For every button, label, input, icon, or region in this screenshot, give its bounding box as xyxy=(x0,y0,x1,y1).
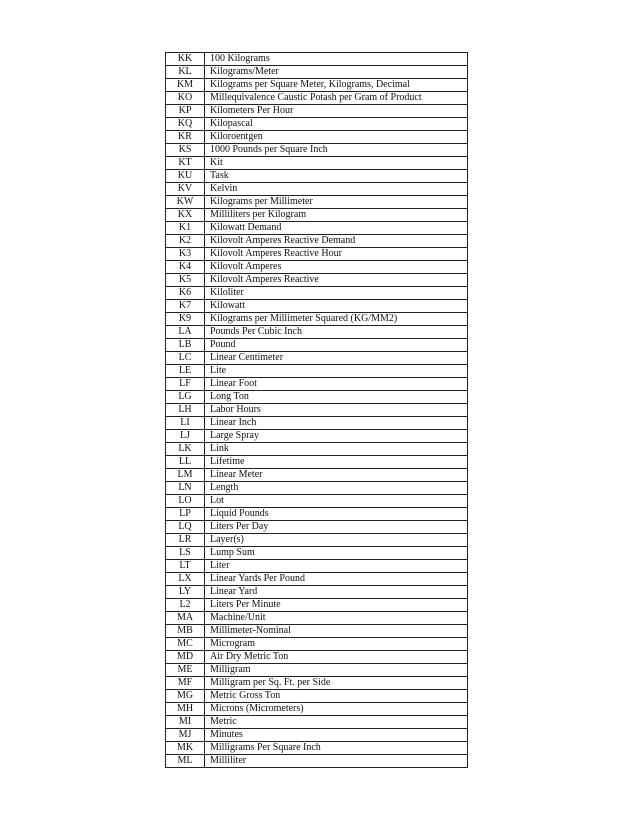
table-row xyxy=(166,521,468,534)
table-row xyxy=(166,92,468,105)
table-row xyxy=(166,456,468,469)
table-row xyxy=(166,495,468,508)
unit-description-cell: Kelvin xyxy=(205,183,468,196)
unit-code-cell: KS xyxy=(166,144,205,157)
table-row xyxy=(166,404,468,417)
table-row xyxy=(166,482,468,495)
table-row xyxy=(166,248,468,261)
table-row xyxy=(166,222,468,235)
unit-code-cell: LA xyxy=(166,326,205,339)
unit-description-cell: Kilovolt Amperes Reactive xyxy=(205,274,468,287)
unit-description-cell: Kilograms per Millimeter xyxy=(205,196,468,209)
unit-code-cell: LL xyxy=(166,456,205,469)
unit-description-cell: Linear Inch xyxy=(205,417,468,430)
table-row xyxy=(166,209,468,222)
unit-description-cell: Milligram per Sq. Ft. per Side xyxy=(205,677,468,690)
unit-code-cell: LK xyxy=(166,443,205,456)
table-row xyxy=(166,430,468,443)
table-row xyxy=(166,378,468,391)
unit-code-cell: LG xyxy=(166,391,205,404)
unit-code-cell: ME xyxy=(166,664,205,677)
table-row xyxy=(166,365,468,378)
unit-description-cell: Lot xyxy=(205,495,468,508)
unit-description-cell: Kit xyxy=(205,157,468,170)
table-row xyxy=(166,755,468,768)
table-row xyxy=(166,417,468,430)
unit-description-cell: Liters Per Minute xyxy=(205,599,468,612)
unit-code-cell: KX xyxy=(166,209,205,222)
unit-description-cell: Large Spray xyxy=(205,430,468,443)
table-row xyxy=(166,612,468,625)
table-row xyxy=(166,716,468,729)
unit-description-cell: Lump Sum xyxy=(205,547,468,560)
unit-description-cell: Machine/Unit xyxy=(205,612,468,625)
unit-code-cell: K6 xyxy=(166,287,205,300)
unit-code-cell: LM xyxy=(166,469,205,482)
table-row xyxy=(166,586,468,599)
unit-code-cell: KO xyxy=(166,92,205,105)
unit-description-cell: Kilograms per Square Meter, Kilograms, Decimal xyxy=(205,79,468,92)
unit-code-cell: MB xyxy=(166,625,205,638)
unit-code-cell: K1 xyxy=(166,222,205,235)
unit-description-cell: Kilometers Per Hour xyxy=(205,105,468,118)
table-row xyxy=(166,534,468,547)
unit-code-cell: LO xyxy=(166,495,205,508)
unit-description-cell: Linear Yards Per Pound xyxy=(205,573,468,586)
table-row xyxy=(166,144,468,157)
table-row xyxy=(166,677,468,690)
table-row xyxy=(166,131,468,144)
unit-description-cell: Microns (Micrometers) xyxy=(205,703,468,716)
table-row xyxy=(166,508,468,521)
table-row xyxy=(166,664,468,677)
table-row xyxy=(166,339,468,352)
unit-code-cell: LX xyxy=(166,573,205,586)
unit-code-cell: LR xyxy=(166,534,205,547)
unit-description-cell: Millimeter-Nominal xyxy=(205,625,468,638)
table-row xyxy=(166,183,468,196)
unit-code-cell: MI xyxy=(166,716,205,729)
table-row xyxy=(166,261,468,274)
table-row xyxy=(166,79,468,92)
unit-description-cell: Milligrams Per Square Inch xyxy=(205,742,468,755)
unit-description-cell: Kilowatt xyxy=(205,300,468,313)
unit-code-cell: LC xyxy=(166,352,205,365)
unit-code-cell: LH xyxy=(166,404,205,417)
table-row xyxy=(166,443,468,456)
unit-description-cell: Microgram xyxy=(205,638,468,651)
table-row xyxy=(166,560,468,573)
unit-code-cell: KT xyxy=(166,157,205,170)
unit-code-cell: K2 xyxy=(166,235,205,248)
unit-description-cell: Linear Foot xyxy=(205,378,468,391)
unit-code-cell: LB xyxy=(166,339,205,352)
unit-code-cell: KQ xyxy=(166,118,205,131)
unit-description-cell: Link xyxy=(205,443,468,456)
table-row xyxy=(166,313,468,326)
unit-code-cell: LY xyxy=(166,586,205,599)
unit-description-cell: Milliliter xyxy=(205,755,468,768)
table-row xyxy=(166,274,468,287)
unit-description-cell: Pounds Per Cubic Inch xyxy=(205,326,468,339)
table-row xyxy=(166,66,468,79)
unit-code-cell: KV xyxy=(166,183,205,196)
unit-description-cell: Task xyxy=(205,170,468,183)
unit-code-cell: L2 xyxy=(166,599,205,612)
unit-description-cell: Long Ton xyxy=(205,391,468,404)
unit-description-cell: Liter xyxy=(205,560,468,573)
unit-code-cell: KP xyxy=(166,105,205,118)
unit-codes-table-body xyxy=(166,53,468,768)
table-row xyxy=(166,157,468,170)
table-row xyxy=(166,599,468,612)
unit-code-cell: MH xyxy=(166,703,205,716)
unit-description-cell: Kiloliter xyxy=(205,287,468,300)
table-row xyxy=(166,703,468,716)
unit-code-cell: K9 xyxy=(166,313,205,326)
unit-code-cell: LP xyxy=(166,508,205,521)
table-row xyxy=(166,300,468,313)
unit-description-cell: Kiloroentgen xyxy=(205,131,468,144)
unit-code-cell: LT xyxy=(166,560,205,573)
unit-code-cell: MD xyxy=(166,651,205,664)
unit-code-cell: MG xyxy=(166,690,205,703)
table-row xyxy=(166,638,468,651)
unit-code-cell: KK xyxy=(166,53,205,66)
unit-description-cell: Linear Yard xyxy=(205,586,468,599)
unit-description-cell: Millequivalence Caustic Potash per Gram of Product xyxy=(205,92,468,105)
unit-code-cell: LJ xyxy=(166,430,205,443)
table-row xyxy=(166,287,468,300)
table-row xyxy=(166,118,468,131)
unit-description-cell: Lite xyxy=(205,365,468,378)
unit-description-cell: Kilopascal xyxy=(205,118,468,131)
unit-code-cell: MC xyxy=(166,638,205,651)
unit-description-cell: Minutes xyxy=(205,729,468,742)
unit-code-cell: ML xyxy=(166,755,205,768)
table-row xyxy=(166,235,468,248)
table-row xyxy=(166,196,468,209)
table-row xyxy=(166,170,468,183)
unit-description-cell: Kilovolt Amperes xyxy=(205,261,468,274)
table-row xyxy=(166,729,468,742)
table-row xyxy=(166,352,468,365)
unit-description-cell: Lifetime xyxy=(205,456,468,469)
unit-code-cell: LQ xyxy=(166,521,205,534)
table-row xyxy=(166,326,468,339)
unit-description-cell: Air Dry Metric Ton xyxy=(205,651,468,664)
unit-description-cell: Linear Meter xyxy=(205,469,468,482)
unit-code-cell: KW xyxy=(166,196,205,209)
unit-code-cell: K5 xyxy=(166,274,205,287)
unit-code-cell: LF xyxy=(166,378,205,391)
unit-description-cell: Kilograms per Millimeter Squared (KG/MM2) xyxy=(205,313,468,326)
table-row xyxy=(166,105,468,118)
table-row xyxy=(166,651,468,664)
unit-codes-table xyxy=(165,52,468,768)
unit-description-cell: Metric Gross Ton xyxy=(205,690,468,703)
unit-code-cell: K4 xyxy=(166,261,205,274)
unit-description-cell: Kilovolt Amperes Reactive Demand xyxy=(205,235,468,248)
unit-code-cell: KL xyxy=(166,66,205,79)
table-row xyxy=(166,625,468,638)
unit-description-cell: Liters Per Day xyxy=(205,521,468,534)
table-row xyxy=(166,742,468,755)
unit-code-cell: KR xyxy=(166,131,205,144)
unit-code-cell: LI xyxy=(166,417,205,430)
unit-code-cell: MA xyxy=(166,612,205,625)
unit-code-cell: MF xyxy=(166,677,205,690)
unit-description-cell: Liquid Pounds xyxy=(205,508,468,521)
unit-description-cell: 1000 Pounds per Square Inch xyxy=(205,144,468,157)
unit-code-cell: K3 xyxy=(166,248,205,261)
unit-code-cell: KM xyxy=(166,79,205,92)
unit-description-cell: Linear Centimeter xyxy=(205,352,468,365)
unit-code-cell: KU xyxy=(166,170,205,183)
unit-description-cell: Milligram xyxy=(205,664,468,677)
unit-description-cell: Kilograms/Meter xyxy=(205,66,468,79)
unit-code-cell: MJ xyxy=(166,729,205,742)
unit-description-cell: 100 Kilograms xyxy=(205,53,468,66)
table-row xyxy=(166,391,468,404)
unit-code-cell: K7 xyxy=(166,300,205,313)
unit-description-cell: Labor Hours xyxy=(205,404,468,417)
table-row xyxy=(166,53,468,66)
table-row xyxy=(166,690,468,703)
table-row xyxy=(166,469,468,482)
unit-description-cell: Metric xyxy=(205,716,468,729)
unit-description-cell: Kilovolt Amperes Reactive Hour xyxy=(205,248,468,261)
unit-code-cell: LE xyxy=(166,365,205,378)
unit-description-cell: Kilowatt Demand xyxy=(205,222,468,235)
table-row xyxy=(166,573,468,586)
unit-description-cell: Layer(s) xyxy=(205,534,468,547)
unit-code-cell: MK xyxy=(166,742,205,755)
unit-code-cell: LS xyxy=(166,547,205,560)
unit-description-cell: Length xyxy=(205,482,468,495)
table-row xyxy=(166,547,468,560)
unit-code-cell: LN xyxy=(166,482,205,495)
unit-description-cell: Milliliters per Kilogram xyxy=(205,209,468,222)
unit-description-cell: Pound xyxy=(205,339,468,352)
